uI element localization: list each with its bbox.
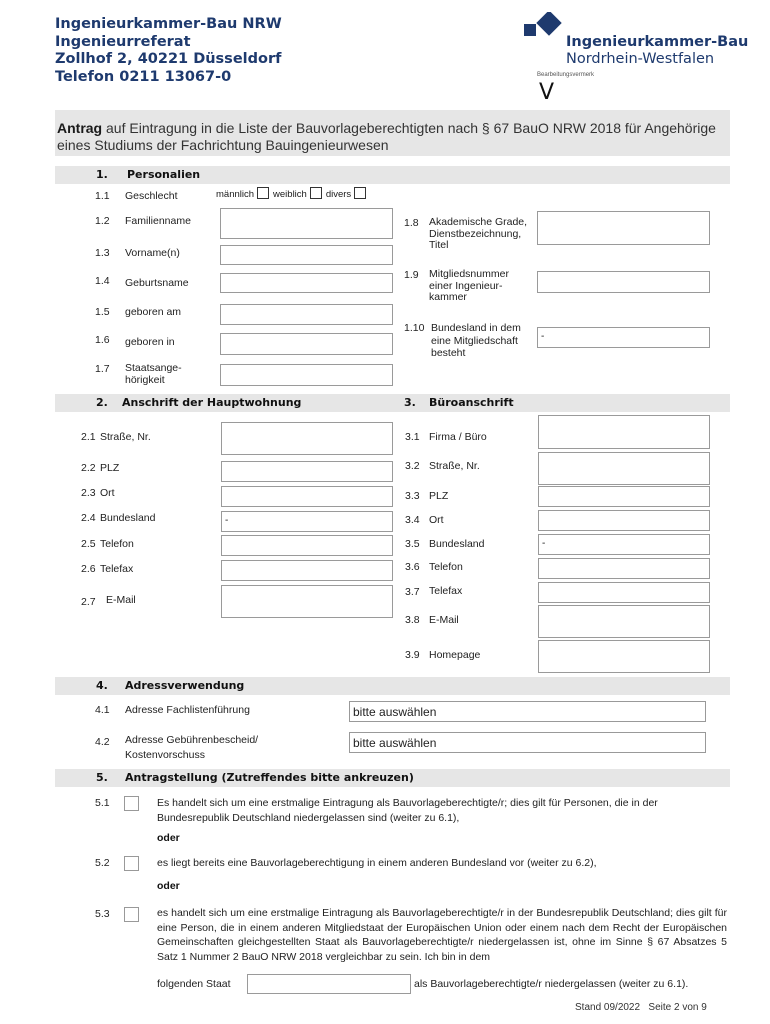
field-number: 1.9 [404,269,419,281]
gender-diverse-checkbox[interactable] [354,187,366,199]
office-zip-input[interactable] [538,486,710,507]
office-state-select[interactable]: - [538,534,710,555]
logo-line-1: Ingenieurkammer-Bau [566,34,749,50]
fee-address-select[interactable]: bitte auswählen [349,732,706,753]
home-zip-input[interactable] [221,461,393,482]
field-number: 1.4 [95,275,110,287]
office-fax-label: Telefax [429,585,463,597]
field-number: 3.4 [405,514,420,526]
membership-state-select[interactable]: - [537,327,710,348]
option-5-1-text: Es handelt sich um eine erstmalige Eintragung als Bauvorlageberechtigte/r; dies gilt für Personen, die in der Bundesrepublik Deutschland niedergelassen sind (weiter zu 6.1), [157,797,658,824]
home-state-select[interactable]: - [221,511,393,532]
listing-address-select[interactable]: bitte auswählen [349,701,706,722]
form-title [55,110,730,156]
field-number: 1.6 [95,334,110,346]
family-name-input[interactable] [220,208,393,239]
field-number: 2.4 [81,512,96,524]
birth-place-input[interactable] [220,333,393,355]
home-state-label: Bundesland [100,512,156,524]
first-name-label: Vorname(n) [125,247,180,259]
option-number: 5.3 [95,908,110,920]
section-2-3-header [55,394,730,412]
birth-name-input[interactable] [220,273,393,293]
section-title: Anschrift der Hauptwohnung [122,396,302,409]
field-number: 4.2 [95,736,110,748]
gender-female-checkbox[interactable] [310,187,322,199]
field-number: 3.8 [405,614,420,626]
chamber-logo-text [566,34,748,68]
section-title: Adressverwendung [125,679,245,692]
issuer-line: Zollhof 2, 40221 Düsseldorf [55,51,282,67]
member-number-label: Mitgliedsnummer einer Ingenieur- kammer [429,268,509,303]
nationality-input[interactable] [220,364,393,386]
field-number: 2.5 [81,538,96,550]
option-number: 5.1 [95,797,110,809]
option-number: 5.2 [95,857,110,869]
processing-note: Bearbeitungsvermerk [537,72,595,78]
or-separator: oder [157,880,180,892]
office-city-input[interactable] [538,510,710,531]
field-number: 1.1 [95,190,110,202]
home-phone-input[interactable] [221,535,393,556]
issuer-line: Ingenieurreferat [55,33,191,50]
section-4-header [55,677,730,695]
office-zip-label: PLZ [429,490,449,502]
home-street-input[interactable] [221,422,393,455]
gender-female-label: weiblich [273,189,307,200]
nationality-label: Staatsange- hörigkeit [125,362,182,386]
home-email-input[interactable] [221,585,393,618]
section-number: 2. [96,396,108,409]
field-number: 2.6 [81,563,96,575]
home-phone-label: Telefon [100,538,134,550]
gender-diverse-label: divers [325,189,352,200]
office-fax-input[interactable] [538,582,710,603]
office-email-label: E-Mail [429,614,459,626]
field-number: 3.3 [405,490,420,502]
office-phone-label: Telefon [429,561,463,573]
foreign-state-input[interactable] [247,974,411,994]
office-street-input[interactable] [538,452,710,485]
section-number: 3. [404,396,416,409]
title-bold: Antrag [57,120,103,136]
section-number: 5. [96,771,108,784]
office-company-label: Firma / Büro [429,431,487,443]
field-number: 3.2 [405,460,420,472]
home-fax-label: Telefax [100,563,134,575]
section-number: 4. [96,679,108,692]
issuer-address [55,16,282,86]
field-number: 1.5 [95,306,110,318]
home-zip-label: PLZ [100,462,120,474]
office-email-input[interactable] [538,605,710,638]
home-email-label: E-Mail [106,594,136,606]
section-title: Personalien [127,168,201,181]
office-phone-input[interactable] [538,558,710,579]
section-1-header [55,166,730,184]
chamber-logo-icon [524,12,564,42]
family-name-label: Familienname [125,215,191,227]
birth-name-label: Geburtsname [125,277,189,289]
office-state-label: Bundesland [429,538,485,550]
option-5-3-text: es handelt sich um eine erstmalige Eintragung als Bauvorlageberechtigte/r in der Bundesrepublik Deutschland; dies gilt für eine Person, die in einem anderen Mitgliedstaat der Europäischen Union oder einem nach dem Recht der Europäischen Gemeinschaften gleichgestellten Staat als Bauvorlageberechtigte/r niedergelassen ist, ohne im Sinne § 67 Absatzes 5 Satz 1 Nummer 2 BauO NRW 2018 vergleichbar zu sein. Ich bin in dem [157,907,727,963]
home-fax-input[interactable] [221,560,393,581]
office-homepage-input[interactable] [538,640,710,673]
gender-options [216,187,370,200]
member-number-input[interactable] [537,271,710,293]
option-5-3-tail: als Bauvorlageberechtigte/r niedergelassen (weiter zu 6.1). [414,978,689,990]
birth-date-label: geboren am [125,306,182,318]
field-number: 3.5 [405,538,420,550]
field-number: 2.1 [81,431,96,443]
office-city-label: Ort [429,514,444,526]
membership-state-label: Bundesland in dem eine Mitgliedschaft besteht [431,322,521,359]
field-number: 1.7 [95,363,110,375]
listing-address-label: Adresse Fachlistenführung [125,704,250,716]
academic-degree-label: Akademische Grade, Dienstbezeichnung, Titel [429,216,528,251]
field-number: 2.2 [81,462,96,474]
office-company-input[interactable] [538,415,710,449]
issuer-line: Ingenieurkammer-Bau NRW [55,16,282,32]
office-homepage-label: Homepage [429,649,481,661]
field-number: 3.1 [405,431,420,443]
footer-page: Seite 2 von 9 [648,1002,707,1013]
section-title: Antragstellung (Zutreffendes bitte ankreuzen) [125,771,414,784]
option-5-1-checkbox[interactable] [124,796,139,811]
issuer-line: Telefon 0211 13067-0 [55,68,232,85]
option-5-2-text: es liegt bereits eine Bauvorlageberechtigung in einem anderen Bundesland vor (weiter zu 6.2), [157,857,597,869]
page-footer [575,1002,707,1013]
first-name-input[interactable] [220,245,393,265]
fee-address-label: Adresse Gebührenbescheid/ Kostenvorschuss [125,734,259,761]
option-5-2-checkbox[interactable] [124,856,139,871]
section-5-header [55,769,730,787]
field-number: 2.7 [81,596,96,608]
field-number: 1.2 [95,215,110,227]
field-number: 3.9 [405,649,420,661]
processing-mark: V [539,80,555,105]
gender-label: Geschlecht [125,190,178,202]
gender-male-checkbox[interactable] [257,187,269,199]
birth-place-label: geboren in [125,336,175,348]
field-number: 1.3 [95,247,110,259]
academic-degree-input[interactable] [537,211,710,245]
option-5-3-checkbox[interactable] [124,907,139,922]
field-number: 3.6 [405,561,420,573]
or-separator: oder [157,832,180,844]
field-number: 1.10 [404,322,425,334]
home-street-label: Straße, Nr. [100,431,151,443]
option-5-3-state-label: folgenden Staat [157,978,231,990]
office-street-label: Straße, Nr. [429,460,480,472]
title-rest: auf Eintragung in die Liste der Bauvorlageberechtigten nach § 67 BauO NRW 2018 für Angehörige eines Studiums der Fachrichtung Bauingenieurwesen [57,120,716,153]
field-number: 4.1 [95,704,110,716]
field-number: 1.8 [404,217,419,229]
logo-line-2: Nordrhein-Westfalen [566,51,715,67]
field-number: 2.3 [81,487,96,499]
section-number: 1. [96,168,108,181]
field-number: 3.7 [405,586,420,598]
footer-version: Stand 09/2022 [575,1002,641,1013]
section-title: Büroanschrift [429,396,514,409]
home-city-input[interactable] [221,486,393,507]
gender-male-label: männlich [216,189,255,200]
home-city-label: Ort [100,487,115,499]
birth-date-input[interactable] [220,304,393,325]
